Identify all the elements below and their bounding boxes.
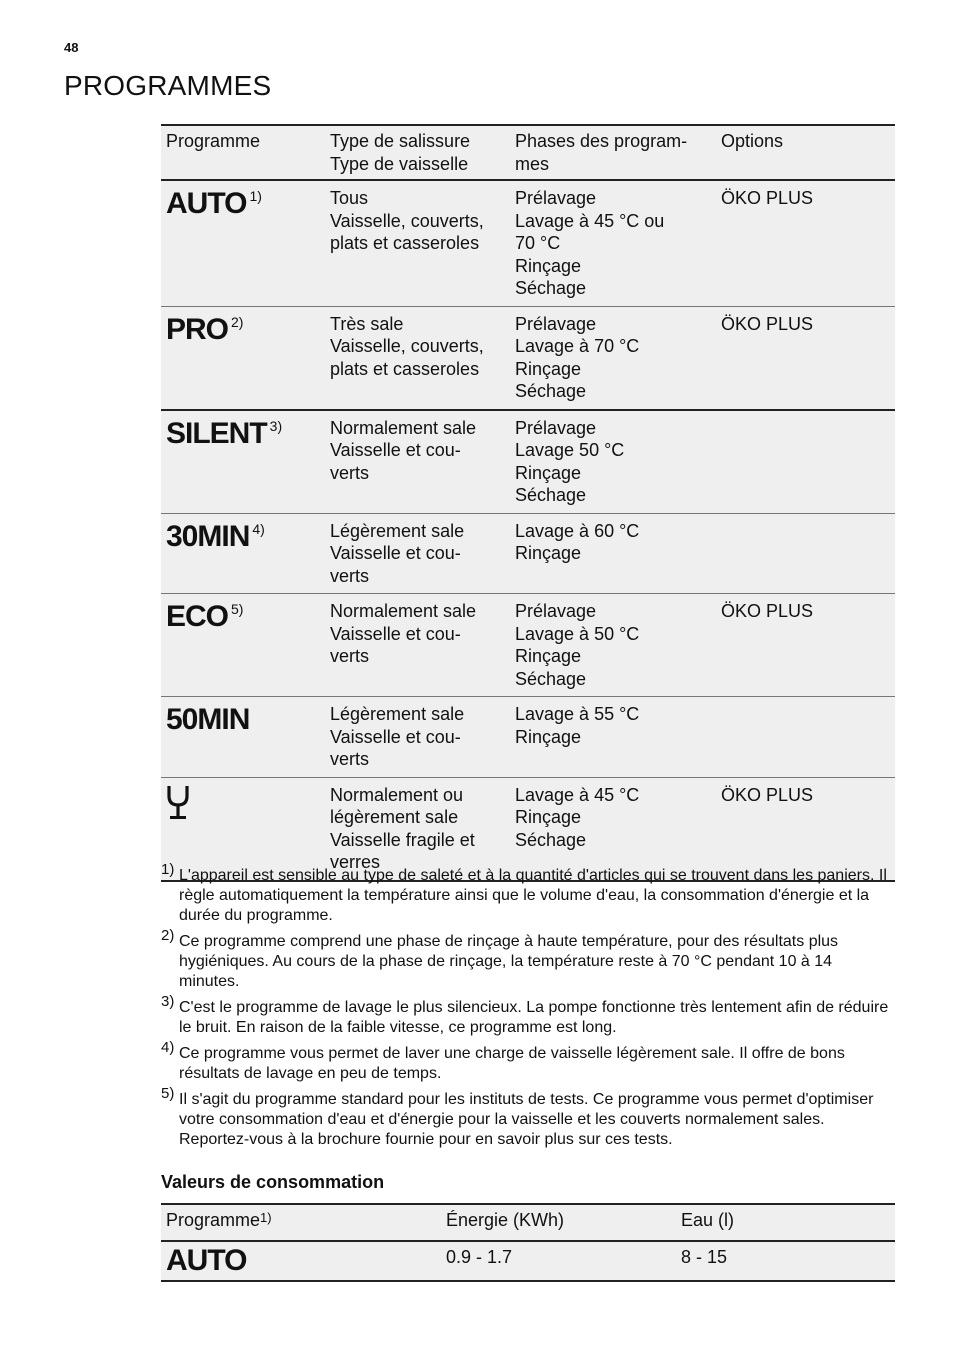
consumption-header-row	[161, 1204, 895, 1241]
programme-phases: Lavage à 60 °C Rinçage	[515, 520, 640, 563]
water-value: 8 - 15	[681, 1247, 728, 1267]
table-row	[161, 594, 895, 697]
header-soil-type: Type de salissure Type de vaisselle	[330, 131, 471, 174]
programme-name: 30MIN	[166, 519, 250, 553]
footnote-text: L'appareil est sensible au type de saleté et à la quantité d'articles qui se trouvent dans les paniers. Il règle automatiquement la température ainsi que le volume d'eau, la consommation d'énergie et la durée du programme.	[179, 867, 887, 924]
consumption-heading: Valeurs de consommation	[161, 1172, 385, 1192]
header-programme: Programme	[166, 131, 261, 151]
page-title: PROGRAMMES	[64, 70, 272, 101]
table-row	[161, 697, 895, 778]
footnote-text: C'est le programme de lavage le plus silencieux. La pompe fonctionne très lentement afin de réduire le bruit. En raison de la faible vitesse, ce programme est long.	[179, 999, 889, 1036]
footnote-ref: 2)	[231, 313, 244, 330]
table-row	[161, 1241, 895, 1281]
footnote	[161, 1085, 895, 1150]
footnote	[161, 861, 895, 926]
energy-value: 0.9 - 1.7	[446, 1247, 513, 1267]
wine-glass-icon	[166, 804, 190, 824]
consumption-table	[161, 1203, 895, 1282]
soil-type: Légèrement sale Vaisselle et cou- verts	[330, 520, 465, 586]
programmes-table	[161, 124, 895, 882]
programme-name: AUTO	[166, 1244, 247, 1277]
consumption-header-energy: Énergie (KWh)	[446, 1210, 565, 1230]
programme-options: ÖKO PLUS	[721, 313, 814, 334]
table-row	[161, 306, 895, 410]
soil-type: Très sale Vaisselle, couverts, plats et casseroles	[330, 313, 484, 379]
footnote	[161, 993, 895, 1038]
footnote	[161, 927, 895, 992]
programme-options: ÖKO PLUS	[721, 188, 814, 208]
footnote-number: 4)	[161, 1039, 175, 1056]
footnote-number: 2)	[161, 927, 175, 944]
consumption-header-water: Eau (l)	[681, 1210, 735, 1230]
page-number: 48	[64, 40, 79, 55]
table-row	[161, 777, 895, 881]
soil-type: Normalement sale Vaisselle et cou- verts	[330, 417, 477, 483]
consumption-header-programme	[161, 1204, 441, 1241]
table-row	[161, 180, 895, 306]
table-row	[161, 410, 895, 514]
footnotes	[161, 861, 895, 1156]
programme-options	[716, 697, 895, 778]
programme-name: 50MIN	[166, 703, 250, 736]
programme-options: ÖKO PLUS	[721, 601, 814, 621]
footnote-text: Il s'agit du programme standard pour les instituts de tests. Ce programme vous permet d'optimiser votre consommation d'eau et d'énergie pour la vaisselle et les couverts normalement sales. Reportez-vous à la brochure fournie pour en savoir plus sur ces tests.	[179, 1091, 874, 1148]
programme-phases: Prélavage Lavage à 50 °C Rinçage Séchage	[515, 601, 640, 689]
table-header-row	[161, 125, 895, 180]
programme-options: ÖKO PLUS	[721, 784, 814, 805]
footnote-ref: 5)	[231, 601, 244, 617]
footnote-ref: 4)	[252, 520, 265, 537]
programme-name: SILENT	[166, 416, 267, 450]
programme-name: PRO	[166, 312, 229, 346]
footnote-text: Ce programme vous permet de laver une charge de vaisselle légèrement sale. Il offre de bons résultats de lavage en peu de temps.	[179, 1045, 845, 1082]
soil-type: Tous Vaisselle, couverts, plats et casseroles	[330, 188, 484, 253]
footnote-ref: 1)	[249, 188, 262, 204]
programme-phases: Prélavage Lavage 50 °C Rinçage Séchage	[515, 417, 625, 505]
programme-name: AUTO	[166, 187, 247, 220]
table-row	[161, 513, 895, 594]
programme-phases: Lavage à 45 °C Rinçage Séchage	[515, 784, 640, 850]
footnote-ref: 3)	[269, 417, 283, 434]
footnote-number: 5)	[161, 1085, 175, 1102]
footnote-ref: 1)	[260, 1210, 272, 1225]
footnote-number: 3)	[161, 993, 175, 1010]
header-phases: Phases des program- mes	[515, 131, 688, 174]
footnote	[161, 1039, 895, 1084]
programme-phases: Lavage à 55 °C Rinçage	[515, 704, 640, 747]
soil-type: Légèrement sale Vaisselle et cou- verts	[330, 704, 465, 769]
programme-options	[716, 410, 895, 514]
header-options: Options	[721, 131, 784, 151]
programme-options	[716, 513, 895, 594]
programme-name: ECO	[166, 600, 229, 633]
programme-phases: Prélavage Lavage à 70 °C Rinçage Séchage	[515, 313, 640, 401]
soil-type: Normalement ou légèrement sale Vaisselle fragile et verres	[330, 784, 475, 872]
footnote-number: 1)	[161, 861, 175, 878]
soil-type: Normalement sale Vaisselle et cou- verts	[330, 601, 477, 666]
programme-phases: Prélavage Lavage à 45 °C ou 70 °C Rinçage Séchage	[515, 188, 665, 298]
footnote-text: Ce programme comprend une phase de rinçage à haute température, pour des résultats plus hygiéniques. Au cours de la phase de rinçage, la température reste à 70 °C pendant 10 à 14 minutes.	[179, 933, 839, 990]
header-programme-label: Programme	[166, 1210, 261, 1230]
